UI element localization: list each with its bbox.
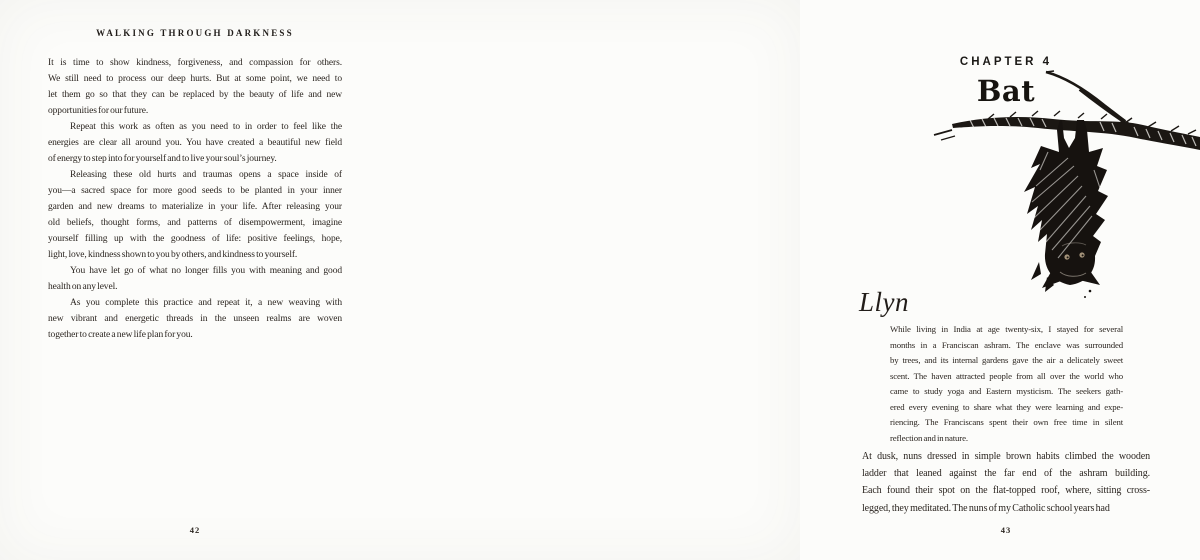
text-line: months in a Franciscan ashram. The enclave was surrounded xyxy=(890,339,1123,350)
paragraph-3 xyxy=(48,167,342,263)
text-line: Releasing these old hurts and traumas opens a space inside of xyxy=(70,170,342,180)
text-line: We still need to process our deep hurts. But at some point, we need to xyxy=(48,74,342,84)
text-line: light, love, kindness shown to you by others, and kindness to yourself. xyxy=(48,250,298,260)
bat-hanging-illustration xyxy=(928,58,1200,303)
left-page xyxy=(0,0,400,560)
text-line: new vibrant and energetic threads in the unseen realms are woven xyxy=(48,314,342,324)
text-line: opportunities for our future. xyxy=(48,106,149,116)
text-line: old beliefs, thought forms, and patterns of disempowerment, imagine xyxy=(48,218,342,228)
text-line: riencing. The Franciscans spent their own free time in silent xyxy=(890,417,1123,427)
text-line: scent. The haven attracted people from all over the world who xyxy=(890,370,1123,381)
left-page-body xyxy=(48,55,342,343)
page-number-left: 42 xyxy=(189,525,201,535)
text-line: garden and new dreams to materialize in your life. After releasing your xyxy=(48,202,342,212)
paragraph-4 xyxy=(48,263,342,295)
text-line: energies are clear all around you. You have created a beautiful new field xyxy=(48,138,342,148)
paragraph-2 xyxy=(48,119,342,167)
text-line: yourself filling up with the goodness of life: positive feelings, hope, xyxy=(48,234,342,244)
text-line: While living in India at age twenty-six, I stayed for several xyxy=(890,324,1123,334)
text-line: health on any level. xyxy=(48,282,118,292)
text-line: ered every evening to share what they were learning and expe- xyxy=(890,401,1123,412)
running-header: WALKING THROUGH DARKNESS xyxy=(96,28,294,38)
text-line: reflection and in nature. xyxy=(890,432,968,443)
text-line: of energy to step into for yourself and to live your soul’s journey. xyxy=(48,154,277,164)
text-line: As you complete this practice and repeat it, a new weaving with xyxy=(70,298,342,308)
text-line: by trees, and its internal gardens gave the air a delicately sweet xyxy=(890,355,1123,365)
section-heading-llyn: Llyn xyxy=(859,287,910,317)
page-number-right: 43 xyxy=(1000,525,1012,535)
right-page xyxy=(400,0,1150,560)
paragraph-1 xyxy=(48,55,342,119)
bat xyxy=(1024,120,1108,298)
right-page-body xyxy=(862,448,1150,517)
text-line: let them go so that they can be replaced by the beauty of life and new xyxy=(48,90,342,100)
text-line: together to create a new life plan for you. xyxy=(48,330,193,340)
chapter-title: Bat xyxy=(976,74,1036,108)
text-line: legged, they meditated. The nuns of my Catholic school years had xyxy=(862,502,1110,514)
text-line: Each found their spot on the flat-topped roof, where, sitting cross- xyxy=(862,485,1150,497)
chapter-label: CHAPTER 4 xyxy=(959,56,1053,68)
text-line: came to study yoga and Eastern mysticism. The seekers gath- xyxy=(890,386,1123,396)
text-line: At dusk, nuns dressed in simple brown habits climbed the wooden xyxy=(862,451,1150,462)
text-line: ladder that leaned against the far end of the ashram building. xyxy=(862,468,1150,480)
text-line: you—a sacred space for more good seeds to be planted in your inner xyxy=(48,186,342,196)
paragraph-5 xyxy=(48,295,342,343)
text-line: You have let go of what no longer fills you with meaning and good xyxy=(70,266,342,276)
text-line: It is time to show kindness, forgiveness, and compassion for others. xyxy=(48,58,342,68)
text-line: Repeat this work as often as you need to in order to feel like the xyxy=(70,122,342,132)
branch xyxy=(934,71,1200,150)
block-quote xyxy=(890,322,1123,446)
